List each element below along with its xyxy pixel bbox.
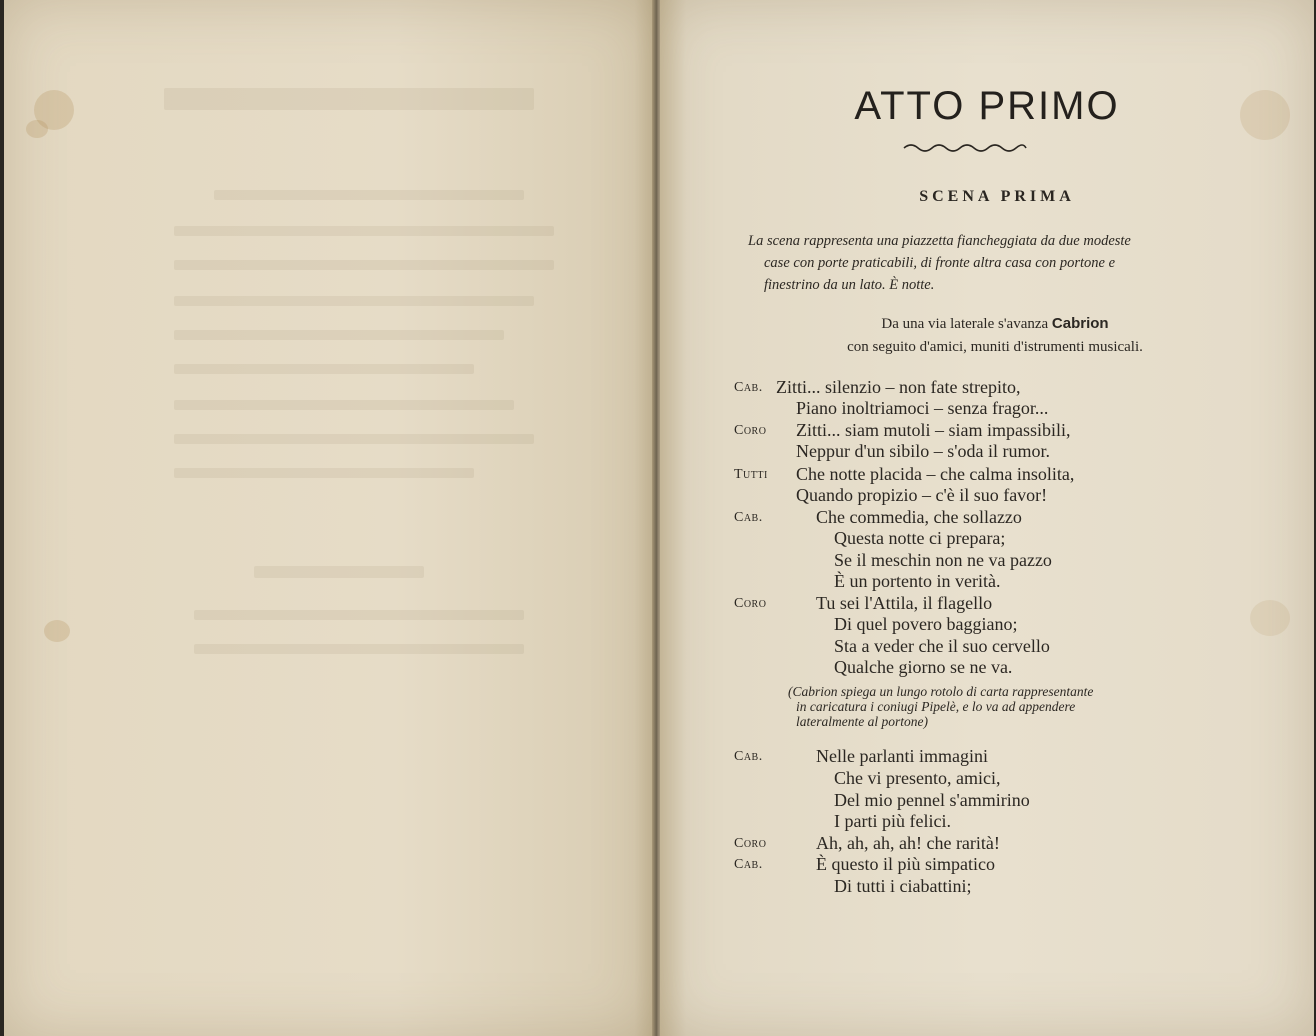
verse-line: Che vi presento, amici, [834, 768, 1001, 788]
verse-line: Del mio pennel s'ammirino [834, 790, 1030, 810]
verse-line: È un portento in verità. [834, 571, 1001, 591]
scene-title: SCENA PRIMA [919, 188, 1075, 205]
speaker-label: Coro [734, 836, 767, 851]
verse-line: Che notte placida – che calma insolita, [796, 464, 1075, 484]
wavy-rule-ornament [902, 140, 1028, 156]
verse-line: Nelle parlanti immagini [816, 746, 988, 766]
speaker-label: Tutti [734, 467, 768, 482]
speaker-label: Cab. [734, 749, 763, 764]
verse-line: Questa notte ci prepara; [834, 528, 1006, 548]
verse-line: È questo il più simpatico [816, 854, 995, 874]
stage-note-line: in caricatura i coniugi Pipelè, e lo va ad appendere [796, 699, 1076, 714]
stage-note-line: lateralmente al portone) [796, 714, 928, 729]
verse-line: Piano inoltriamoci – senza fragor... [796, 398, 1049, 418]
verse-line: Tu sei l'Attila, il flagello [816, 593, 993, 613]
verse-line: Che commedia, che sollazzo [816, 507, 1022, 527]
verse-line: I parti più felici. [834, 811, 951, 831]
character-name: Cabrion [1051, 315, 1109, 332]
left-page [4, 0, 654, 1036]
entrance-direction [770, 312, 1220, 359]
verse-line: Ah, ah, ah, ah! che rarità! [816, 833, 1000, 853]
verse-line: Zitti... siam mutoli – siam impassibili, [796, 420, 1071, 440]
right-page [660, 0, 1314, 1036]
stage-direction-line: La scena rappresenta una piazzetta fiancheggiata da due modeste [748, 233, 1131, 249]
speaker-label: Cab. [734, 380, 763, 395]
entrance-text: con seguito d'amici, muniti d'istrumenti musicali. [847, 339, 1143, 355]
speaker-label: Coro [734, 596, 767, 611]
act-title: ATTO PRIMO [854, 84, 1120, 128]
verse-line: Neppur d'un sibilo – s'oda il rumor. [796, 441, 1050, 461]
verse-line: Sta a veder che il suo cervello [834, 636, 1050, 656]
stage-direction-line: case con porte praticabili, di fronte altra casa con portone e [764, 255, 1116, 271]
entrance-text: Da una via laterale s'avanza [881, 316, 1052, 332]
stage-note-line: (Cabrion spiega un lungo rotolo di carta rappresentante [788, 684, 1094, 699]
speaker-label: Cab. [734, 857, 763, 872]
verse-line: Zitti... silenzio – non fate strepito, [776, 377, 1021, 397]
stage-note [788, 684, 1188, 729]
verse-line: Quando propizio – c'è il suo favor! [796, 485, 1048, 505]
verse-line: Di tutti i ciabattini; [834, 876, 972, 896]
stage-direction [748, 230, 1188, 296]
verse-line: Se il meschin non ne va pazzo [834, 550, 1052, 570]
verse-line: Qualche giorno se ne va. [834, 657, 1013, 677]
speaker-label: Coro [734, 423, 767, 438]
speaker-label: Cab. [734, 510, 763, 525]
stage-direction-line: finestrino da un lato. È notte. [764, 277, 935, 293]
verse-line: Di quel povero baggiano; [834, 614, 1018, 634]
